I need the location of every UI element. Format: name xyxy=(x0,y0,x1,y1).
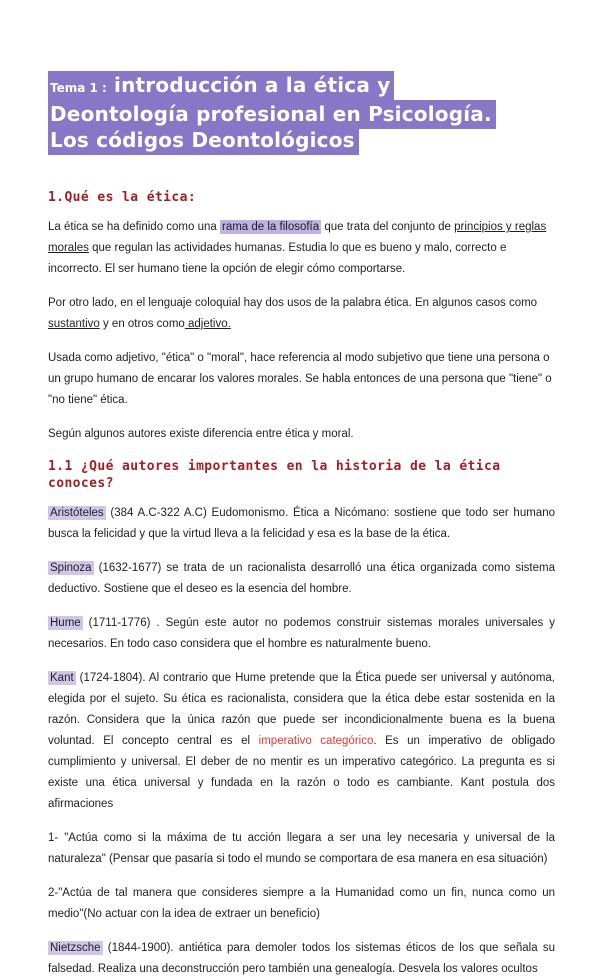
underlined-text: sustantivo xyxy=(48,318,100,330)
paragraph xyxy=(48,293,555,335)
paragraph xyxy=(48,558,555,600)
text-run: (1632-1677) se trata de un racionalista desarrolló una ética organizada como sistema deductivo. Sostiene que el deseo es la esencia del hombre. xyxy=(48,562,555,595)
section-heading: 1.Qué es la ética: xyxy=(48,190,197,205)
text-run: y en otros como xyxy=(99,318,185,330)
text-run: (1844-1900). antiética para demoler todos los sistemas éticos de los que señala su falsedad. Realiza una deconstrucción pero también una genealogía. Desvela los valores ocultos xyxy=(48,942,555,975)
red-text: imperativo categórico xyxy=(258,735,374,747)
text-run: (384 A.C-322 A.C) Eudomonismo. Ética a Nicómano: sostiene que todo ser humano busca la felicidad y que la virtud lleva a la felicidad y esa es la base de la ética. xyxy=(48,507,555,540)
document-title xyxy=(48,72,518,153)
text-run: Por otro lado, en el lenguaje coloquial hay dos usos de la palabra ética. En algunos casos como xyxy=(48,297,538,309)
highlighted-text: Hume xyxy=(50,617,81,629)
highlighted-text: Spinoza xyxy=(50,562,92,574)
paragraph xyxy=(48,938,555,980)
paragraph xyxy=(48,503,555,545)
paragraph xyxy=(48,613,555,655)
text-run: . Es un imperativo de obligado cumplimiento y universal. El deber de no mentir es un imperativo categórico. La pregunta es si existe una ética universal y fundada en la razón o todo es cambiante. Kant postula dos afirmaciones xyxy=(48,735,555,810)
highlighted-text: rama de la filosofía xyxy=(221,221,320,233)
paragraph xyxy=(48,883,555,925)
text-run: 2-"Actúa de tal manera que consideres siempre a la Humanidad como un fin, nunca como un medio"(No actuar con la idea de extraer un beneficio) xyxy=(48,887,555,920)
text-run: que trata del conjunto de xyxy=(321,221,455,233)
text-run: que regulan las actividades humanas. Estudia lo que es bueno y malo, correcto e incorrecto. El ser humano tiene la opción de elegir cómo comportarse. xyxy=(48,242,507,275)
highlighted-text: Kant xyxy=(50,672,74,684)
highlighted-text: Aristóteles xyxy=(50,507,104,519)
underlined-text: adjetivo. xyxy=(184,318,231,330)
text-run: La ética se ha definido como una xyxy=(48,221,220,233)
text-run: Usada como adjetivo, "ética" o "moral", hace referencia al modo subjetivo que tiene una persona o un grupo humano de encarar los valores morales. Se habla entonces de una persona que "tiene" o "no tiene" ética. xyxy=(48,352,552,406)
text-run: (1724-1804). Al contrario que Hume pretende que la Ética puede ser universal y autónoma, elegida por el sujeto. Su ética es racionalista, considera que la ética debe estar sostenida en la razón. Considera que la única razón que puede ser incondicionalmente buena es la buena voluntad. El concepto central es el xyxy=(48,672,555,747)
paragraph xyxy=(48,828,555,870)
paragraph xyxy=(48,348,555,411)
paragraph xyxy=(48,217,555,280)
underlined-text: principios y reglas morales xyxy=(48,221,547,254)
text-run: Según algunos autores existe diferencia entre ética y moral. xyxy=(48,428,354,440)
paragraph xyxy=(48,668,555,815)
text-run: 1- "Actúa como si la máxima de tu acción llegara a ser una ley necesaria y universal de la naturaleza" (Pensar que pasaría si todo el mundo se comportara de esa manera en esa situación) xyxy=(48,832,555,865)
title-prefix: Tema 1 : xyxy=(50,81,107,95)
highlighted-text: Nietzsche xyxy=(50,942,101,954)
title-main: introducción a la ética y Deontología profesional en Psicología. Los códigos Deontológicos xyxy=(50,73,492,152)
title-highlight xyxy=(48,71,496,155)
document-content xyxy=(48,189,555,980)
paragraph xyxy=(48,424,555,445)
text-run: (1711-1776) . Según este autor no podemos construir sistemas morales universales y necesarios. En todo caso considera que el hombre es naturalmente bueno. xyxy=(48,617,555,650)
section-heading: 1.1 ¿Qué autores importantes en la historia de la ética conoces? xyxy=(48,459,501,491)
